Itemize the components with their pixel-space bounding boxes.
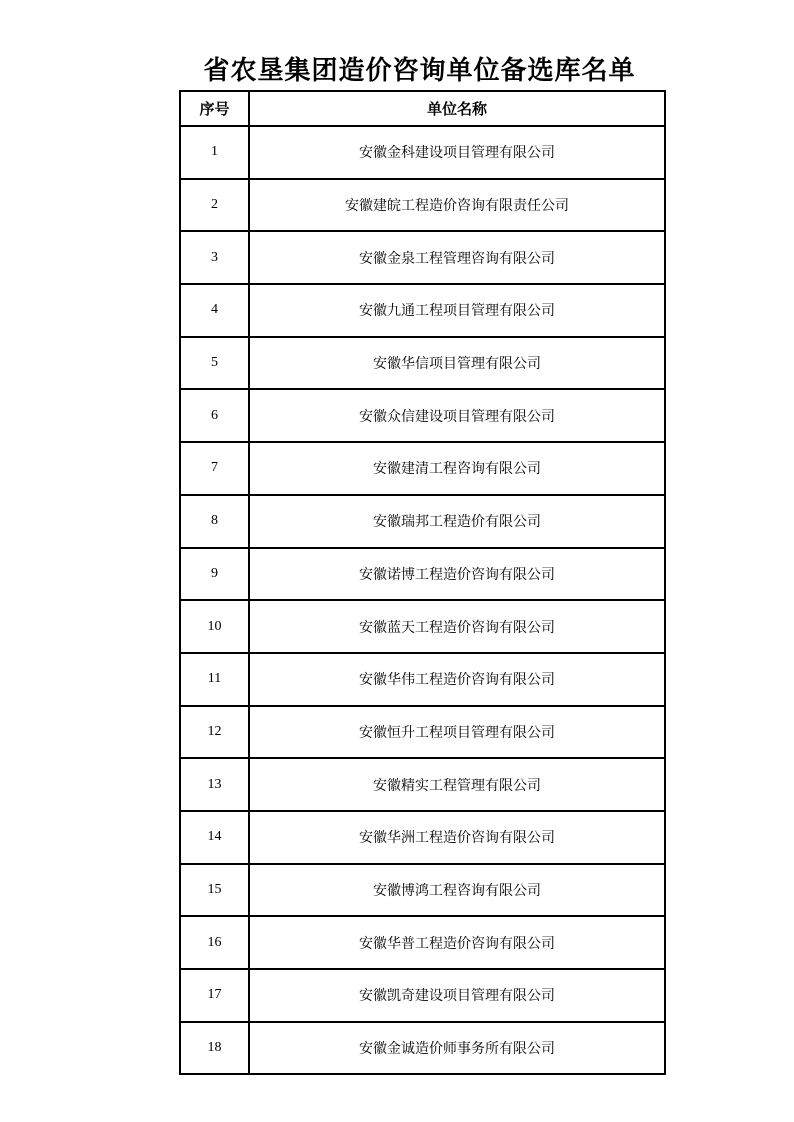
row-unit-name-cell: 安徽蓝天工程造价咨询有限公司 (249, 600, 665, 653)
row-serial-number-cell: 16 (180, 916, 249, 969)
row-serial-number-cell: 9 (180, 548, 249, 601)
row-unit-name-cell: 安徽九通工程项目管理有限公司 (249, 284, 665, 337)
table-row (180, 495, 665, 548)
column-header-unit-name: 单位名称 (249, 91, 665, 126)
row-serial-number-cell: 11 (180, 653, 249, 706)
table-row (180, 916, 665, 969)
row-unit-name-cell: 安徽博鸿工程咨询有限公司 (249, 864, 665, 917)
row-unit-name-cell: 安徽华洲工程造价咨询有限公司 (249, 811, 665, 864)
row-serial-number-cell: 13 (180, 758, 249, 811)
row-serial-number-cell: 5 (180, 337, 249, 390)
row-unit-name-cell: 安徽恒升工程项目管理有限公司 (249, 706, 665, 759)
row-unit-name-cell: 安徽建清工程咨询有限公司 (249, 442, 665, 495)
table-row (180, 179, 665, 232)
row-unit-name-cell: 安徽精实工程管理有限公司 (249, 758, 665, 811)
row-serial-number-cell: 8 (180, 495, 249, 548)
table-row (180, 811, 665, 864)
row-unit-name-cell: 安徽凯奇建设项目管理有限公司 (249, 969, 665, 1022)
row-serial-number-cell: 1 (180, 126, 249, 179)
table-row (180, 337, 665, 390)
column-header-serial-number: 序号 (180, 91, 249, 126)
row-serial-number-cell: 17 (180, 969, 249, 1022)
vendor-roster-table (179, 90, 666, 1075)
table-row (180, 389, 665, 442)
table-row (180, 126, 665, 179)
table-row (180, 758, 665, 811)
row-unit-name-cell: 安徽瑞邦工程造价有限公司 (249, 495, 665, 548)
row-unit-name-cell: 安徽众信建设项目管理有限公司 (249, 389, 665, 442)
table-row (180, 1022, 665, 1075)
row-serial-number-cell: 10 (180, 600, 249, 653)
row-unit-name-cell: 安徽华信项目管理有限公司 (249, 337, 665, 390)
row-unit-name-cell: 安徽金泉工程管理咨询有限公司 (249, 231, 665, 284)
row-serial-number-cell: 6 (180, 389, 249, 442)
table-row (180, 442, 665, 495)
row-serial-number-cell: 14 (180, 811, 249, 864)
row-serial-number-cell: 4 (180, 284, 249, 337)
row-unit-name-cell: 安徽金科建设项目管理有限公司 (249, 126, 665, 179)
table-row (180, 548, 665, 601)
page-title: 省农垦集团造价咨询单位备选库名单 (203, 56, 636, 85)
row-unit-name-cell: 安徽金诚造价师事务所有限公司 (249, 1022, 665, 1075)
row-serial-number-cell: 7 (180, 442, 249, 495)
table-body (180, 126, 665, 1074)
table-row (180, 864, 665, 917)
row-serial-number-cell: 2 (180, 179, 249, 232)
table-row (180, 284, 665, 337)
table-row (180, 653, 665, 706)
row-serial-number-cell: 15 (180, 864, 249, 917)
row-serial-number-cell: 18 (180, 1022, 249, 1075)
table-row (180, 600, 665, 653)
row-serial-number-cell: 3 (180, 231, 249, 284)
row-unit-name-cell: 安徽华普工程造价咨询有限公司 (249, 916, 665, 969)
table-header-row (180, 91, 665, 126)
row-unit-name-cell: 安徽华伟工程造价咨询有限公司 (249, 653, 665, 706)
row-unit-name-cell: 安徽建皖工程造价咨询有限责任公司 (249, 179, 665, 232)
table-head (180, 91, 665, 126)
row-unit-name-cell: 安徽诺博工程造价咨询有限公司 (249, 548, 665, 601)
table-row (180, 969, 665, 1022)
table-row (180, 231, 665, 284)
table-row (180, 706, 665, 759)
row-serial-number-cell: 12 (180, 706, 249, 759)
